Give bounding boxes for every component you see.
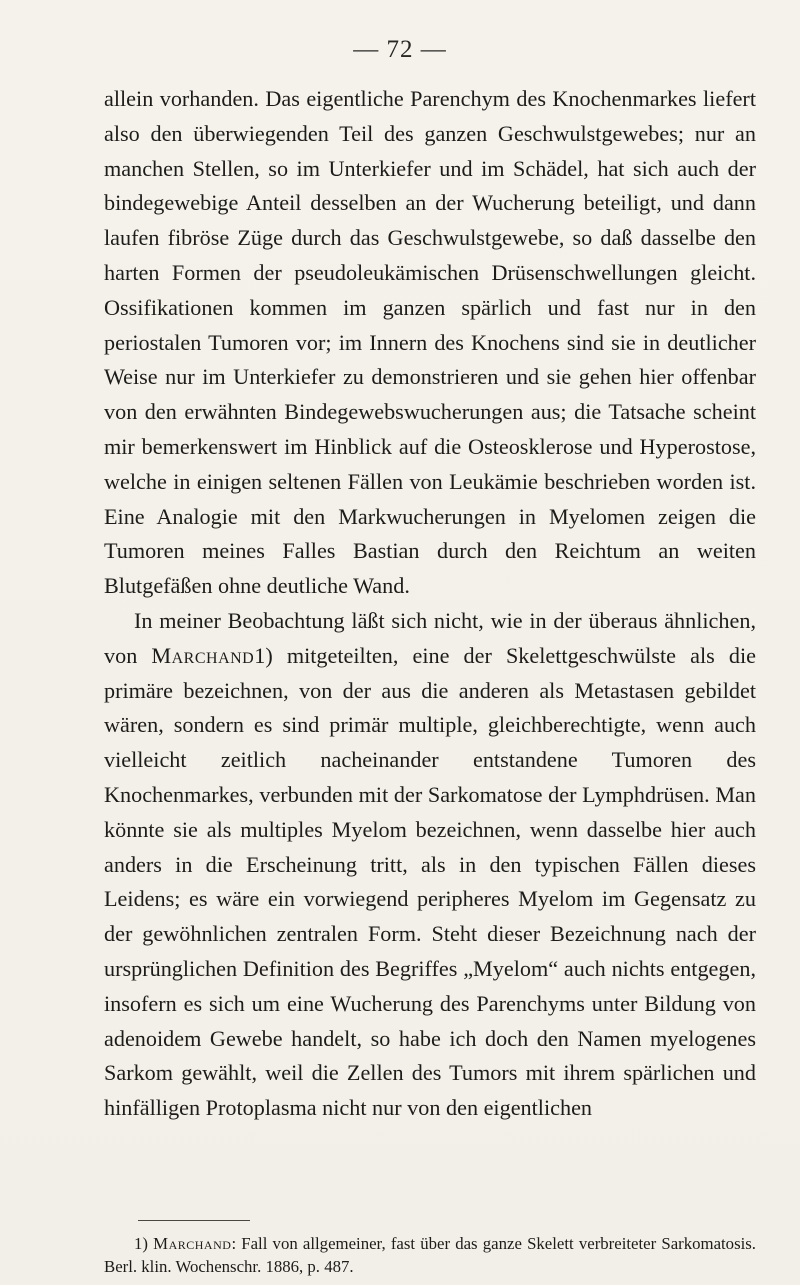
paragraph-2 — [104, 604, 756, 1126]
footnote-text: : Fall von allgemeiner, fast über das ganze Skelett verbreiteter Sarkomatosis. Berl. klin. Wochenschr. 1886, p. 487. — [104, 1234, 756, 1276]
page-number: — 72 — — [353, 36, 447, 63]
paragraph-1: allein vorhanden. Das eigentliche Parenchym des Knochenmarkes liefert also den überwiegenden Teil des ganzen Geschwulstgewebes; nur an manchen Stellen, so im Unterkiefer und im Schädel, hat sich auch der bindegewebige Anteil desselben an der Wucherung beteiligt, und dann laufen fibröse Züge durch das Geschwulstgewebe, so daß dasselbe den harten Formen der pseudoleukämischen Drüsenschwellungen gleicht. Ossifikationen kommen im ganzen spärlich und fast nur in den periostalen Tumoren vor; im Innern des Knochens sind sie in deutlicher Weise nur im Unterkiefer zu demonstrieren und sie gehen hier offenbar von den erwähnten Bindegewebswucherungen aus; die Tatsache scheint mir bemerkenswert im Hinblick auf die Osteosklerose und Hyperostose, welche in einigen seltenen Fällen von Leukämie beschrieben worden ist. Eine Analogie mit den Markwucherungen in Myelomen zeigen die Tumoren meines Falles Bastian durch den Reichtum an weiten Blutgefäßen ohne deutliche Wand. — [104, 86, 756, 599]
footnote-author: Marchand — [153, 1234, 232, 1253]
footnote-reference: 1) — [254, 642, 273, 668]
paragraph-2-rest: mitgeteilten, eine der Skelettgeschwülste als die primäre bezeichnen, von der aus die anderen als Metastasen gebildet wären, sondern es sind primär multiple, gleichberechtigte, wenn auch vielleicht zeitlich nacheinander entstandene Tumoren des Knochenmarkes, verbunden mit der Sarkomatose der Lymphdrüsen. Man könnte sie als multiples Myelom bezeichnen, wenn dasselbe hier auch anders in die Erscheinung tritt, als in den typischen Fällen dieses Leidens; es wäre ein vorwiegend peripheres Myelom im Gegensatz zu der gewöhnlichen zentralen Form. Steht dieser Bezeichnung nach der ursprünglichen Definition des Begriffes „Myelom“ auch nichts entgegen, insofern es sich um eine Wucherung des Parenchyms unter Bildung von adenoidem Gewebe handelt, so habe ich doch den Namen myelogenes Sarkom gewählt, weil die Zellen des Tumors mit ihrem spärlichen und hinfälligen Protoplasma nicht nur von den eigentlichen — [104, 642, 756, 1121]
body-text — [104, 82, 756, 1126]
paragraph-2-start: In meiner Beobachtung läßt sich nicht, wie in der überaus ähnlichen, von — [104, 607, 756, 668]
footnote-divider — [138, 1220, 250, 1221]
footnote — [104, 1232, 756, 1278]
footnote-marker: 1) — [134, 1234, 148, 1253]
author-name: Marchand — [151, 642, 255, 668]
